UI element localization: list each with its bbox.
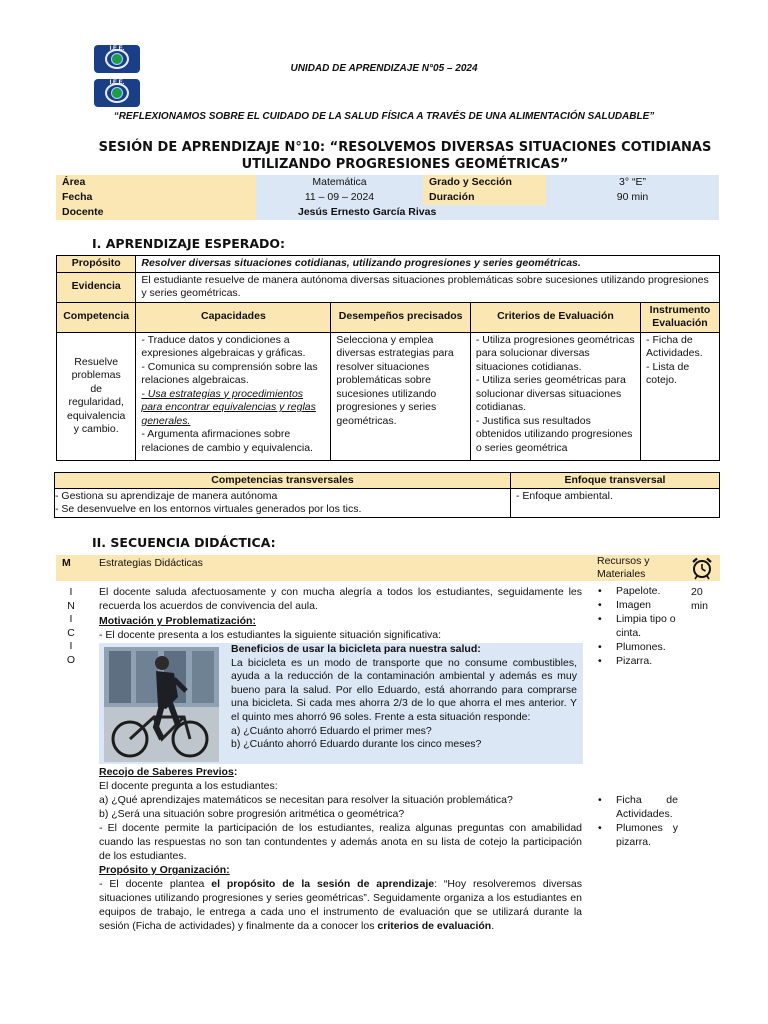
- saberes-block: [99, 765, 582, 933]
- saberes-title: Recojo de Saberes Previos: [99, 766, 234, 778]
- competencias-transversales-cell: [55, 489, 511, 518]
- moment-inicio: [66, 586, 76, 667]
- aprendizaje-table: [56, 255, 720, 461]
- recurso-item: • Ficha de Actividades.: [594, 793, 678, 821]
- area-label: Área: [56, 175, 256, 190]
- cyclist-photo: [104, 647, 219, 762]
- grado-label: Grado y Sección: [423, 175, 546, 190]
- col-momento: M: [62, 557, 71, 569]
- session-title-line2: UTILIZANDO PROGRESIONES GEOMÉTRICAS”: [241, 157, 569, 172]
- situacion-body: La bicicleta es un modo de transporte que no consume combustibles, ayuda a la reducción de la contaminación ambiental y además es muy bueno para la salud. Por ello Eduardo, está ahorrando para comprarse una bicicleta. Si cada mes ahorra 2/3 de lo que ahorra el mes anterior. Y el quinto mes ahorró 96 soles. Frente a esta situación responde:: [231, 656, 577, 723]
- general-data-table: [56, 175, 719, 220]
- time-inicio: 20 min: [691, 586, 708, 612]
- col-criterios: Criterios de Evaluación: [470, 302, 640, 332]
- evidencia-label: Evidencia: [57, 272, 136, 302]
- area-value: Matemática: [256, 175, 423, 190]
- recurso-item: • Plumones y pizarra.: [594, 821, 678, 849]
- recurso-item: • Limpia tipo o cinta.: [594, 612, 686, 640]
- moment-letter: I: [69, 586, 73, 598]
- school-logo-bottom: [94, 79, 140, 107]
- section-2-heading: II. SECUENCIA DIDÁCTICA:: [92, 535, 276, 550]
- col-enfoque-transversal: Enfoque transversal: [511, 473, 720, 489]
- capacidad-item: - Comunica su comprensión sobre las relaciones algebraicas.: [141, 360, 318, 386]
- capacidad-item: - Traduce datos y condiciones a expresiones algebraicas y gráficas.: [141, 333, 306, 359]
- proposito-title: Propósito y Organización:: [99, 864, 230, 876]
- criterio-item: - Utiliza progresiones geométricas para solucionar diversas situaciones cotidianas.: [475, 333, 635, 373]
- situacion-text: [231, 643, 577, 752]
- proposito-text-bold: el propósito de la sesión de aprendizaje: [211, 878, 435, 890]
- moment-letter: N: [67, 599, 75, 612]
- unit-motto: “REFLEXIONAMOS SOBRE EL CUIDADO DE LA SALUD FÍSICA A TRAVÉS DE UNA ALIMENTACIÓN SALUDABLE”: [113, 111, 655, 122]
- recursos-list-2: [594, 793, 678, 849]
- instrumento-cell: [641, 332, 720, 460]
- duracion-value: 90 min: [546, 190, 719, 205]
- proposito-text: [99, 877, 582, 933]
- fecha-value: 11 – 09 – 2024: [256, 190, 423, 205]
- recurso-item: • Pizarra.: [594, 654, 686, 668]
- desempenos-cell: Selecciona y emplea diversas estrategias para resolver situaciones problemáticas sobre sucesiones utilizando progresiones y series geométricas.: [331, 332, 470, 460]
- criterio-item: - Utiliza series geométricas para solucionar diversas situaciones cotidianas.: [475, 374, 626, 413]
- capacidad-item: - Argumenta afirmaciones sobre relaciones de cambio y equivalencia.: [141, 428, 313, 454]
- alarm-clock-icon: [690, 556, 714, 583]
- moment-letter: O: [66, 653, 76, 666]
- col-capacidades: Capacidades: [136, 302, 331, 332]
- col-competencia: Competencia: [57, 302, 136, 332]
- proposito-value: Resolver diversas situaciones cotidianas, utilizando progresiones y series geométricas.: [136, 256, 720, 273]
- enfoque-transversal-cell: - Enfoque ambiental.: [511, 489, 720, 518]
- session-title-line1: SESIÓN DE APRENDIZAJE N°10: “RESOLVEMOS DIVERSAS SITUACIONES COTIDIANAS: [98, 140, 712, 155]
- grado-value: 3° “E”: [546, 175, 719, 190]
- evidencia-value: El estudiante resuelve de manera autónoma diversas situaciones problemáticas sobre sucesiones utilizando progresiones y series geométricas.: [136, 272, 720, 302]
- moment-letter: I: [69, 613, 73, 625]
- criterios-cell: [470, 332, 640, 460]
- col-desempenos: Desempeños precisados: [331, 302, 470, 332]
- docente-value: Jesús Ernesto García Rivas: [256, 205, 719, 220]
- instrumento-item: - Lista de cotejo.: [646, 360, 690, 386]
- session-title: [60, 139, 750, 173]
- col-instrumento: Instrumento Evaluación: [641, 302, 720, 332]
- proposito-text-part: - El docente plantea: [99, 878, 212, 890]
- situacion-question-2: b) ¿Cuánto ahorró Eduardo durante los cinco meses?: [231, 738, 482, 751]
- recurso-item: • Plumones.: [594, 640, 686, 654]
- recurso-item: • Papelote.: [594, 584, 686, 598]
- proposito-text-bold: criterios de evaluación: [377, 920, 492, 932]
- duracion-label: Duración: [423, 190, 546, 205]
- situacion-question-1: a) ¿Cuánto ahorró Eduardo el primer mes?: [231, 724, 432, 737]
- col-estrategias: Estrategias Didácticas: [99, 557, 203, 569]
- capacidad-item: - Usa estrategias y procedimientos para encontrar equivalencias y reglas generales.: [141, 387, 316, 427]
- unit-title: UNIDAD DE APRENDIZAJE N°05 – 2024: [290, 63, 478, 74]
- motivacion-title: Motivación y Problematización:: [99, 615, 256, 627]
- logo-text: I.E.E.: [109, 80, 125, 86]
- recurso-item: • Imagen: [594, 598, 686, 612]
- saberes-text: - El docente permite la participación de los estudiantes, realiza algunas preguntas con amabilidad cuando las respuestas no son tan contundentes y además anota en su lista de cotejo la participación de los estudiantes.: [99, 822, 582, 862]
- saberes-question-1: a) ¿Qué aprendizajes matemáticos se necesitan para resolver la situación problemática?: [99, 794, 513, 806]
- competencia-transversal-item: - Se desenvuelve en los entornos virtuales generados por los tics.: [55, 503, 362, 515]
- competencia-transversal-item: - Gestiona su aprendizaje de manera autónoma: [55, 490, 278, 502]
- recursos-list-1: [594, 584, 686, 668]
- situacion-title-colon: :: [477, 643, 481, 655]
- saberes-question-2: b) ¿Será una situación sobre progresión aritmética o geométrica?: [99, 808, 405, 820]
- saberes-title-colon: :: [233, 766, 238, 778]
- proposito-label: Propósito: [57, 256, 136, 273]
- col-competencias-transversales: Competencias transversales: [55, 473, 511, 489]
- competencia-cell: Resuelve problemas de regularidad, equivalencia y cambio.: [57, 332, 136, 460]
- fecha-label: Fecha: [56, 190, 256, 205]
- situacion-title: Beneficios de usar la bicicleta para nuestra salud: [231, 643, 478, 655]
- section-1-heading: I. APRENDIZAJE ESPERADO:: [92, 236, 286, 251]
- col-recursos: Recursos y Materiales: [597, 555, 650, 580]
- intro-text: El docente saluda afectuosamente y con mucha alegría a todos los estudiantes, seguidamente les recuerda los acuerdos de convivencia del aula.: [99, 586, 582, 612]
- moment-letter: I: [69, 640, 73, 652]
- transversal-table: [54, 472, 720, 518]
- capacidades-cell: [136, 332, 331, 460]
- docente-label: Docente: [56, 205, 256, 220]
- secuencia-header: [56, 555, 720, 581]
- proposito-text-part: : “Hoy resolveremos diversas situaciones utilizando progresiones y series geométricas”. Seguidamente organiza a los estudiantes en equipos de trabajo, le entrega a cada uno el instrumento de evaluación que se utilizará durante la sesión (Ficha de actividades) y finalmente da a conocer los: [99, 878, 582, 932]
- motivacion-text: - El docente presenta a los estudiantes la siguiente situación significativa:: [99, 629, 442, 641]
- logo-text: I.E.E.: [109, 46, 125, 52]
- proposito-text-part: .: [491, 920, 495, 932]
- criterio-item: - Justifica sus resultados obtenidos utilizando progresiones o series geométrica: [475, 414, 633, 454]
- moment-letter: C: [67, 626, 75, 639]
- saberes-intro: El docente pregunta a los estudiantes:: [99, 780, 278, 792]
- instrumento-item: - Ficha de Actividades.: [646, 333, 703, 359]
